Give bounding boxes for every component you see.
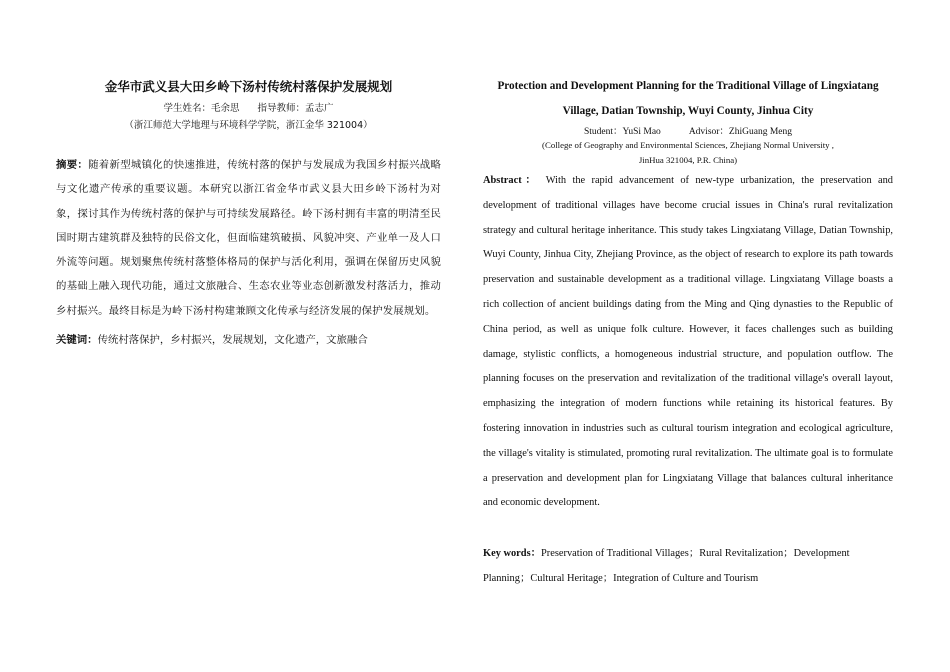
- chinese-abstract: [56, 153, 441, 323]
- english-abstract-label: Abstract：: [483, 175, 540, 186]
- english-student-name: Student：YuSi Mao: [584, 127, 661, 137]
- chinese-author-line: [56, 100, 441, 114]
- english-abstract: [483, 169, 893, 516]
- chinese-title: 金华市武义县大田乡岭下汤村传统村落保护发展规划: [104, 79, 393, 94]
- chinese-abstract-text: 随着新型城镇化的快速推进，传统村落的保护与发展成为我国乡村振兴战略与文化遗产传承的重要议题。本研究以浙江省金华市武义县大田乡岭下汤村为对象，探讨其作为传统村落的保护与可持续发展路径。岭下汤村拥有丰富的明清至民国时期古建筑群及独特的民俗文化，但面临建筑破损、风貌冲突、产业单一及人口外流等问题。规划聚焦传统村落整体格局的保护与活化利用，强调在保留历史风貌的基础上融入现代功能，通过文旅融合、生态农业等业态创新激发村落活力，推动乡村振兴。最终目标是为岭下汤村构建兼顾文化传承与经济发展的保护发展规划。: [56, 159, 442, 317]
- english-affiliation: [483, 138, 893, 168]
- english-title: [483, 74, 893, 124]
- english-abstract-text: With the rapid advancement of new-type urbanization, the preservation and development of traditional villages have become crucial issues in China's rural revitalization strategy and cultural heritage inheritance. This study takes Lingxiatang Village, Datian Township, Wuyi County, Jinhua City, Zhejiang Province, as the object of research to explore its path towards preservation and sustainable development as a traditional village. Lingxiatang Village boasts a rich collection of ancient buildings dating from the Ming and Qing dynasties to the Republic of China period, as well as unique folk culture. However, it faces challenges such as building damage, stylistic conflicts, a homogeneous industrial structure, and population outflow. The planning focuses on the preservation and revitalization of the traditional village's overall layout, emphasizing the integration of modern functions while retaining its historical features. By fostering innovation in industries such as cultural tourism integration and ecological agriculture, the village's vitality is stimulated, promoting rural revitalization. The ultimate goal is to formulate a preservation and development plan for Lingxiatang Village that balances cultural inheritance and economic development.: [483, 175, 893, 509]
- english-affiliation-line-2: JinHua 321004, P.R. China): [638, 155, 738, 165]
- english-keywords-text: Preservation of Traditional Villages；Rural Revitalization；Development Planning；Cultural Heritage；Integration of Culture and Tourism: [483, 548, 850, 584]
- chinese-keywords-text: 传统村落保护，乡村振兴，发展规划，文化遗产，文旅融合: [97, 334, 368, 346]
- english-keywords-label: Key words：: [483, 548, 542, 559]
- english-advisor-name: Advisor：ZhiGuang Meng: [688, 127, 792, 137]
- chinese-advisor-name: 指导教师：孟志广: [257, 103, 334, 114]
- english-title-line-2: Village, Datian Township, Wuyi County, Jinhua City: [562, 105, 814, 117]
- english-affiliation-line-1: (College of Geography and Environmental Sciences, Zhejiang Normal University ,: [542, 140, 834, 150]
- chinese-affiliation: （浙江师范大学地理与环境科学学院，浙江金华 321004）: [124, 120, 373, 131]
- english-author-line: [483, 123, 893, 137]
- chinese-keywords-label: 关键词：: [56, 334, 98, 346]
- chinese-keywords: [56, 329, 441, 351]
- english-keywords: [483, 542, 893, 592]
- chinese-student-name: 学生姓名：毛余思: [163, 103, 240, 114]
- chinese-abstract-label: 摘要：: [56, 159, 89, 171]
- english-title-line-1: Protection and Development Planning for the Traditional Village of Lingxiatang: [497, 80, 879, 92]
